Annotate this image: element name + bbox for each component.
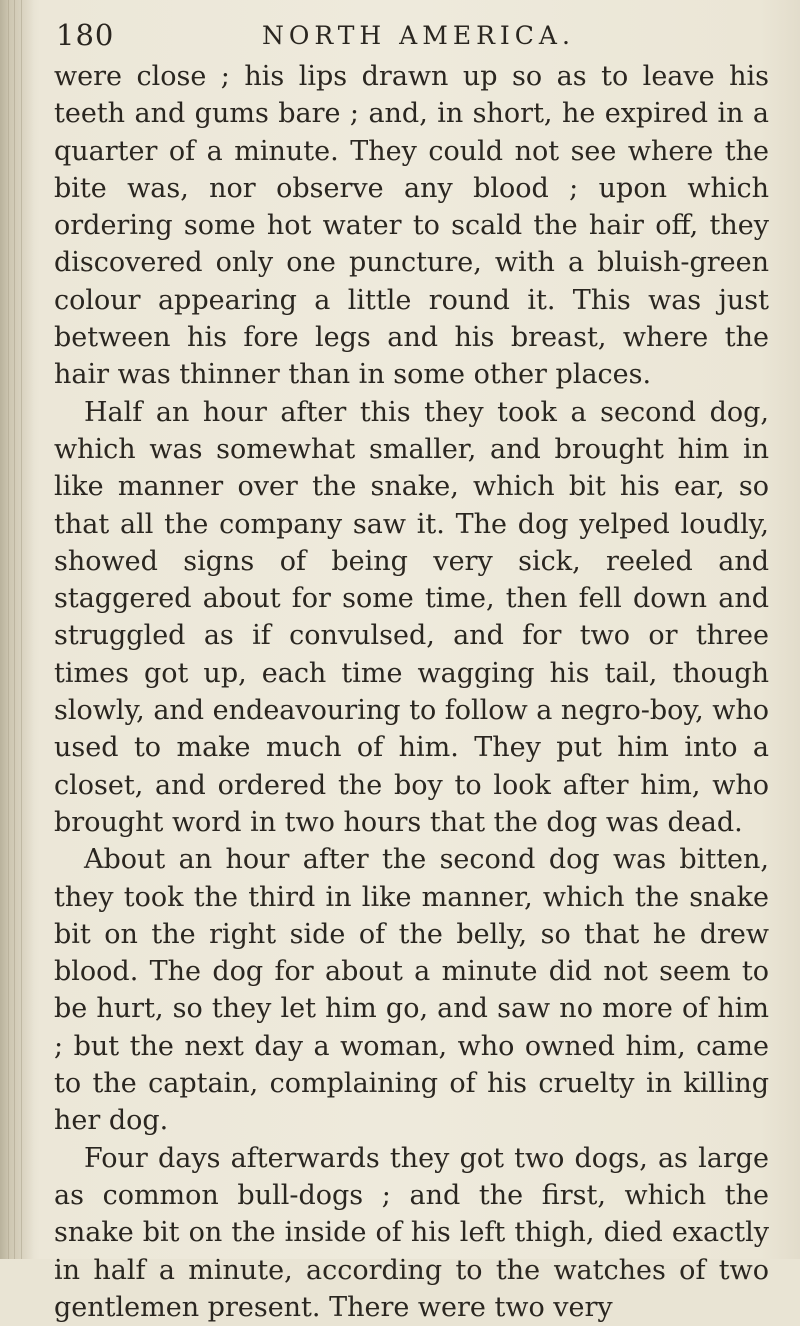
paragraph: Half an hour after this they took a second dog, which was somewhat smaller, and brought him in like manner over the snake, which bit his ear, so that all the company saw it. The dog yelped loudly, showed signs of being very sick, reeled and staggered about for some time, then fell down and struggled as if convulsed, and for two or three times got up, each time wagging his tail, though slowly, and endeavouring to follow a negro-boy, who used to make much of him. They put him into a closet, and ordered the boy to look after him, who brought word in two hours that the dog was dead. xyxy=(54,396,769,838)
gutter-line xyxy=(8,0,9,1259)
page-number: 180 xyxy=(56,18,115,52)
running-head: NORTH AMERICA. xyxy=(262,21,575,50)
paragraph: About an hour after the second dog was bitten, they took the third in like manner, which the snake bit on the right side of the belly, so that he drew blood. The dog for about a minute did not seem to be hurt, so they let him go, and saw no more of him ; but the next day a woman, who owned him, came to the captain, complaining of his cruelty in killing her dog. xyxy=(54,844,769,1137)
page-header xyxy=(52,18,772,58)
paragraph: were close ; his lips drawn up so as to leave his teeth and gums bare ; and, in short, he expired in a quarter of a minute. They could not see where the bite was, nor observe any blood ; upon which ordering some hot water to scald the hair off, they discovered only one puncture, with a bluish-green colour appearing a little round it. This was just between his fore legs and his breast, where the hair was thinner than in some other places. xyxy=(54,61,769,391)
paragraph: Four days afterwards they got two dogs, as large as common bull-dogs ; and the first, which the snake bit on the inside of his left thigh, died exactly in half a minute, according to the watches of two gentlemen present. There were two very xyxy=(54,1142,769,1323)
binding-gutter-shadow xyxy=(0,0,34,1259)
gutter-line xyxy=(21,0,22,1259)
body-text xyxy=(54,58,769,1326)
gutter-line xyxy=(14,0,15,1259)
